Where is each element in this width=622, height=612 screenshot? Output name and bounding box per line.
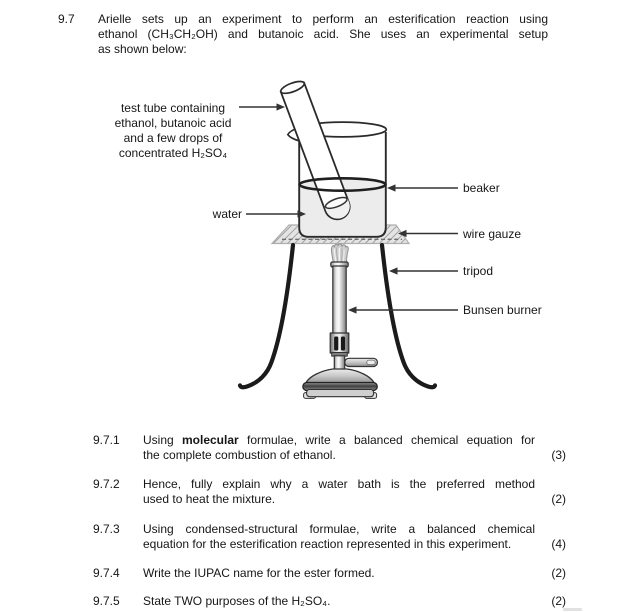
question-intro-line3: as shown below: <box>98 42 187 56</box>
marks-badge: (2) <box>551 594 566 608</box>
wire-gauze-label: wire gauze <box>463 227 522 241</box>
subquestion-number: 9.7.4 <box>93 566 120 580</box>
water-arrow-icon <box>246 210 306 217</box>
subquestion-text-part-bold: molecular <box>182 433 239 447</box>
test-tube-label-line: and a few drops of <box>123 131 223 145</box>
water-label: water <box>212 207 242 221</box>
water-drawing <box>300 179 385 237</box>
tripod-drawing <box>240 245 435 387</box>
test-tube-label-line: concentrated H₂SO₄ <box>118 146 228 160</box>
subquestion-text-line: used to heat the mixture. <box>143 492 276 506</box>
question-intro-line2: ethanol (CH₃CH₂OH) and butanoic acid. She uses an experimental setup <box>98 27 548 41</box>
subquestion-text-line: Hence, fully explain why a water bath is the preferred method <box>143 477 535 491</box>
subquestion-text-line: Using condensed-structural formulae, write a balanced chemical <box>143 522 535 536</box>
test-tube-label-line: test tube containing <box>120 101 226 115</box>
subquestion-number: 9.7.1 <box>93 433 120 447</box>
test-tube-label <box>97 101 249 161</box>
cropped-print-artifact <box>563 608 582 611</box>
water-surface-line <box>300 178 386 190</box>
question-number: 9.7 <box>58 12 75 26</box>
marks-badge: (3) <box>551 448 566 462</box>
beaker-arrow-icon <box>387 184 458 191</box>
tripod-label: tripod <box>463 264 494 278</box>
subquestion-text-line: equation for the esterification reaction represented in this experiment. <box>143 537 512 551</box>
subquestion-text-part: formulae, write a balanced chemical equation for <box>238 433 535 447</box>
tripod-arrow-icon <box>389 267 458 274</box>
marks-badge: (2) <box>551 492 566 506</box>
subquestion-number: 9.7.3 <box>93 522 120 536</box>
beaker-spout-drawing <box>288 127 301 142</box>
question-intro-line1: Arielle sets up an experiment to perform an esterification reaction using <box>98 12 548 26</box>
tube-liquid-drawing <box>324 195 348 210</box>
beaker-drawing <box>288 122 387 237</box>
marks-badge: (2) <box>551 566 566 580</box>
flame-drawing <box>331 244 348 265</box>
bunsen-burner-label: Bunsen burner <box>463 303 542 317</box>
beaker-label: beaker <box>463 181 500 195</box>
subquestion-number: 9.7.5 <box>93 594 120 608</box>
wire-gauze-drawing <box>272 225 409 244</box>
subquestion-text-part: Using <box>143 433 182 447</box>
subquestion-text-line: Write the IUPAC name for the ester formed. <box>143 566 375 580</box>
test-tube-label-line: ethanol, butanoic acid <box>114 116 232 130</box>
wire-gauze-arrow-icon <box>398 230 458 237</box>
subquestion-text-line: State TWO purposes of the H₂SO₄. <box>143 594 331 608</box>
bunsen-burner-arrow-icon <box>348 306 458 313</box>
marks-badge: (4) <box>551 537 566 551</box>
test-tube-drawing <box>279 79 353 223</box>
subquestion-number: 9.7.2 <box>93 477 120 491</box>
bunsen-burner-drawing <box>303 262 378 398</box>
subquestion-text-line <box>143 433 535 448</box>
gas-inlet-drawing <box>345 358 378 366</box>
subquestion-text-line: the complete combustion of ethanol. <box>143 448 336 462</box>
